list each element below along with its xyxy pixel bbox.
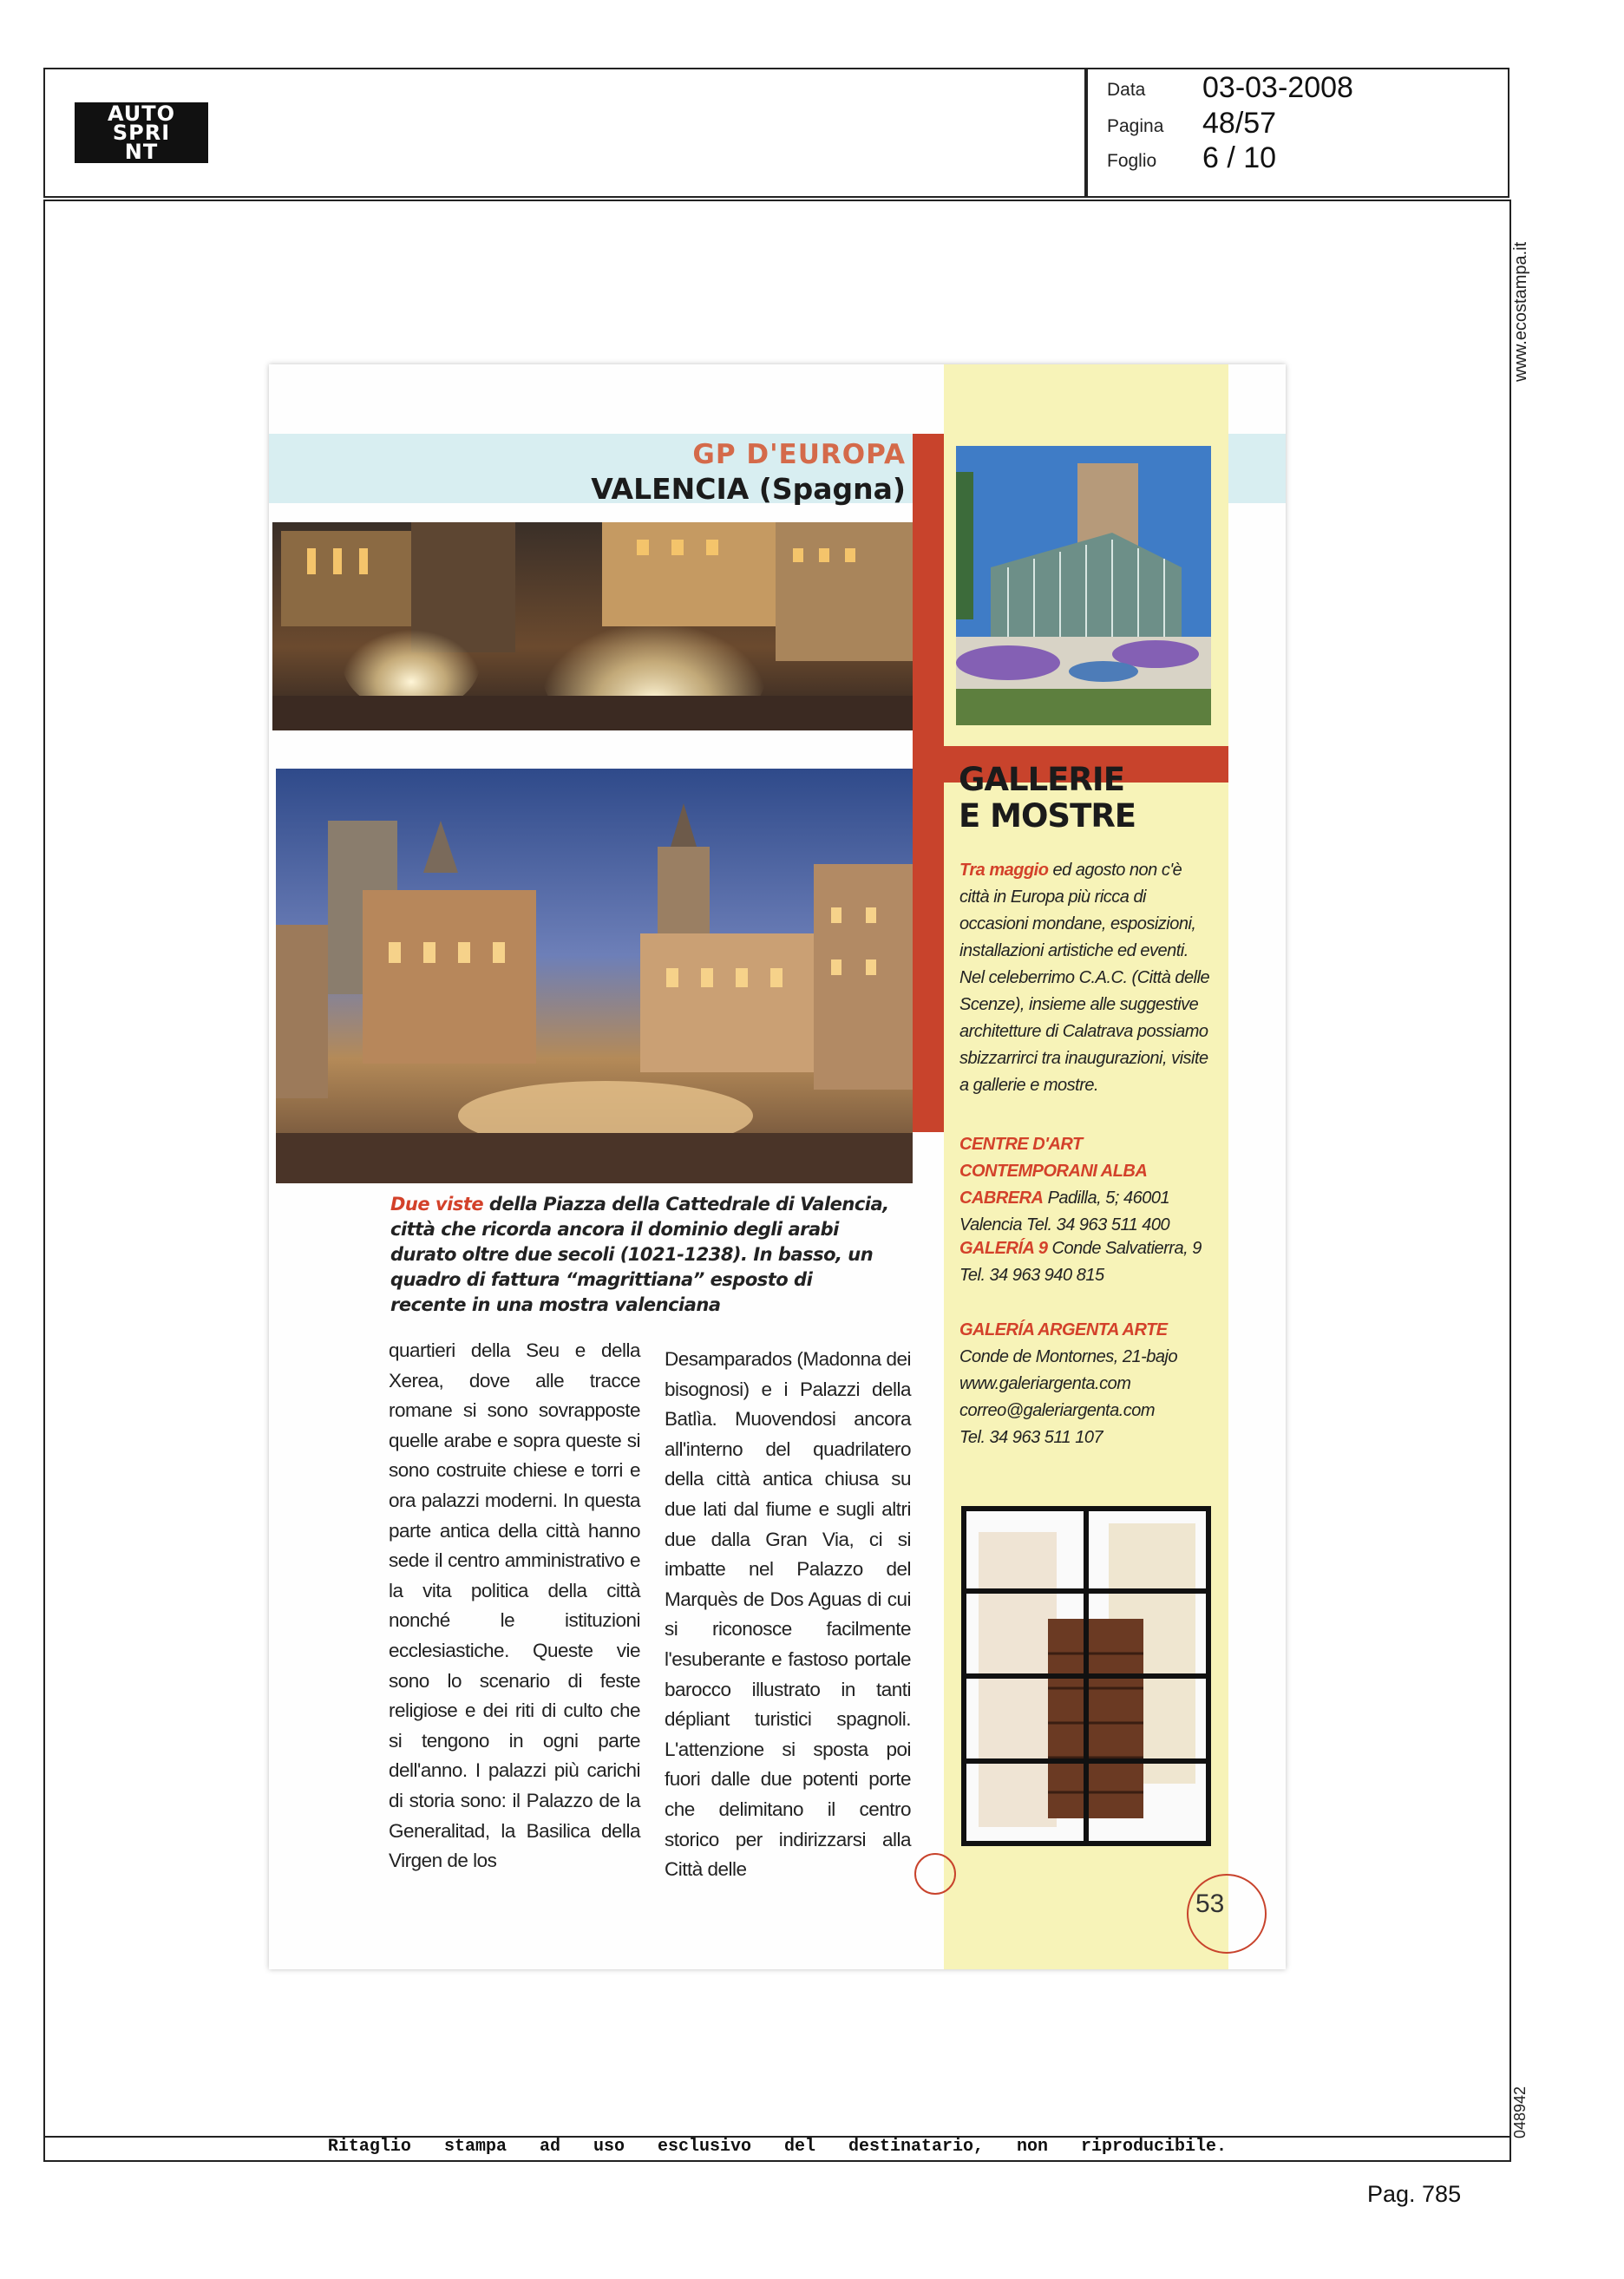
sidebar-intro-highlight: Tra maggio bbox=[959, 861, 1049, 880]
sidebar-title-line-1: GALLERIE bbox=[959, 761, 1124, 798]
photo-garden-building bbox=[956, 446, 1211, 725]
gallery-entry-alba-cabrera bbox=[959, 1131, 1220, 1239]
article-headline: VALENCIA (Spagna) bbox=[591, 472, 906, 506]
gallery-entry-email[interactable]: correo@galeriargenta.com bbox=[959, 1401, 1156, 1420]
magazine-page bbox=[269, 364, 1286, 1969]
gallery-entry-name: GALERÍA 9 bbox=[959, 1239, 1048, 1258]
sidebar-title-line-2: E MOSTRE bbox=[959, 797, 1136, 835]
photo-magritte-painting bbox=[961, 1506, 1211, 1846]
side-url[interactable]: www.ecostampa.it bbox=[1511, 241, 1530, 382]
sidebar-intro-text: ed agosto non c'è città in Europa più ricca di occasioni mondane, esposizioni, installazioni artistiche ed eventi. Nel celeberrimo C.A.C. (Città delle Scenze), insieme alle suggestive architetture di Calatrava possiamo sbizzarrirci tra inaugurazioni, visite a gallerie e mostre. bbox=[959, 861, 1210, 1095]
caption-text: della Piazza della Cattedrale di Valencia, città che ricorda ancora il dominio degli arabi durato oltre due secoli (1021-1238). In basso, un quadro di fattura “magrittiana” esposto di recente in una mostra valenciana bbox=[390, 1194, 889, 1315]
publication-logo bbox=[75, 102, 208, 163]
gallery-entry-name: CENTRE D'ART CONTEMPORANI ALBA CABRERA bbox=[959, 1135, 1147, 1208]
gallery-entry-phone: Tel. 34 963 511 107 bbox=[959, 1428, 1103, 1447]
gallery-entry-address: Conde Salvatierra, 9 bbox=[1051, 1239, 1202, 1258]
data-label: Data bbox=[1107, 80, 1146, 100]
photo-fountain-night bbox=[272, 522, 913, 730]
sidebar-title bbox=[959, 762, 1136, 835]
pagina-value: 48/57 bbox=[1202, 107, 1277, 140]
logo-line-1: AUTO bbox=[107, 102, 176, 126]
red-divider bbox=[913, 434, 944, 1132]
disclaimer: Ritaglio stampa ad uso esclusivo del destinatario, non riproducibile. bbox=[43, 2134, 1511, 2162]
gallery-entry-address: Conde de Montornes, 21-bajo bbox=[959, 1347, 1178, 1366]
gallery-entry-galeria-9 bbox=[959, 1235, 1220, 1289]
foglio-value: 6 / 10 bbox=[1202, 141, 1277, 174]
photo-cathedral-square bbox=[276, 769, 913, 1183]
logo-line-2: SPRI bbox=[112, 121, 171, 145]
article-kicker: GP D'EUROPA bbox=[692, 439, 906, 470]
caption-highlight: Due viste bbox=[390, 1194, 484, 1215]
continue-arrow-icon bbox=[914, 1853, 956, 1895]
logo-line-3: NT bbox=[124, 140, 159, 164]
magazine-page-number: 53 bbox=[1195, 1889, 1225, 1918]
sidebar-intro bbox=[959, 857, 1211, 1099]
pagina-label: Pagina bbox=[1107, 116, 1164, 136]
gallery-entry-phone: Tel. 34 963 940 815 bbox=[959, 1266, 1104, 1285]
article-column-1: quartieri della Seu e della Xerea, dove alle tracce romane si sono sovrapposte quelle arabe e sopra queste si sono costruite chiese e torri e ora palazzi moderni. In questa parte antica della città hanno sede il centro amministrativo e la vita politica della città nonché le istituzioni ecclesiastiche. Queste vie sono lo scenario di feste religiose e dei riti di culto che si tengono in ogni parte dell'anno. I palazzi più carichi di storia sono: il Palazzo de la Generalitad, la Basilica della Virgen de los bbox=[389, 1339, 640, 1872]
gallery-entry-argenta-arte bbox=[959, 1317, 1220, 1451]
side-code: 048942 bbox=[1511, 2086, 1529, 2138]
gallery-entry-website[interactable]: www.galeriargenta.com bbox=[959, 1374, 1131, 1393]
gallery-entry-name: GALERÍA ARGENTA ARTE bbox=[959, 1320, 1168, 1339]
photo-caption bbox=[390, 1192, 894, 1318]
gallery-entry-address: Padilla, 5; 46001 bbox=[1047, 1189, 1170, 1208]
clipping-page-number: Pag. 785 bbox=[1367, 2181, 1462, 2207]
data-value: 03-03-2008 bbox=[1202, 71, 1353, 104]
foglio-label: Foglio bbox=[1107, 151, 1157, 171]
article-column-2: Desamparados (Madonna dei bisognosi) e i Palazzi della Batlìa. Muovendosi ancora all'interno del quadrilatero della città antica chiusa su due lati dal fiume e sugli altri due dalla Gran Via, ci si imbatte nel Palazzo del Marquès de Dos Aguas di cui si riconosce facilmente l'esuberante e fastoso portale barocco illustrato in tanti dépliant turistici spagnoli. L'attenzione si sposta poi fuori dalle due potenti porte che delimitano il centro storico per indirizzarsi alla Città delle bbox=[665, 1348, 911, 1881]
gallery-entry-phone: Valencia Tel. 34 963 511 400 bbox=[959, 1215, 1170, 1234]
